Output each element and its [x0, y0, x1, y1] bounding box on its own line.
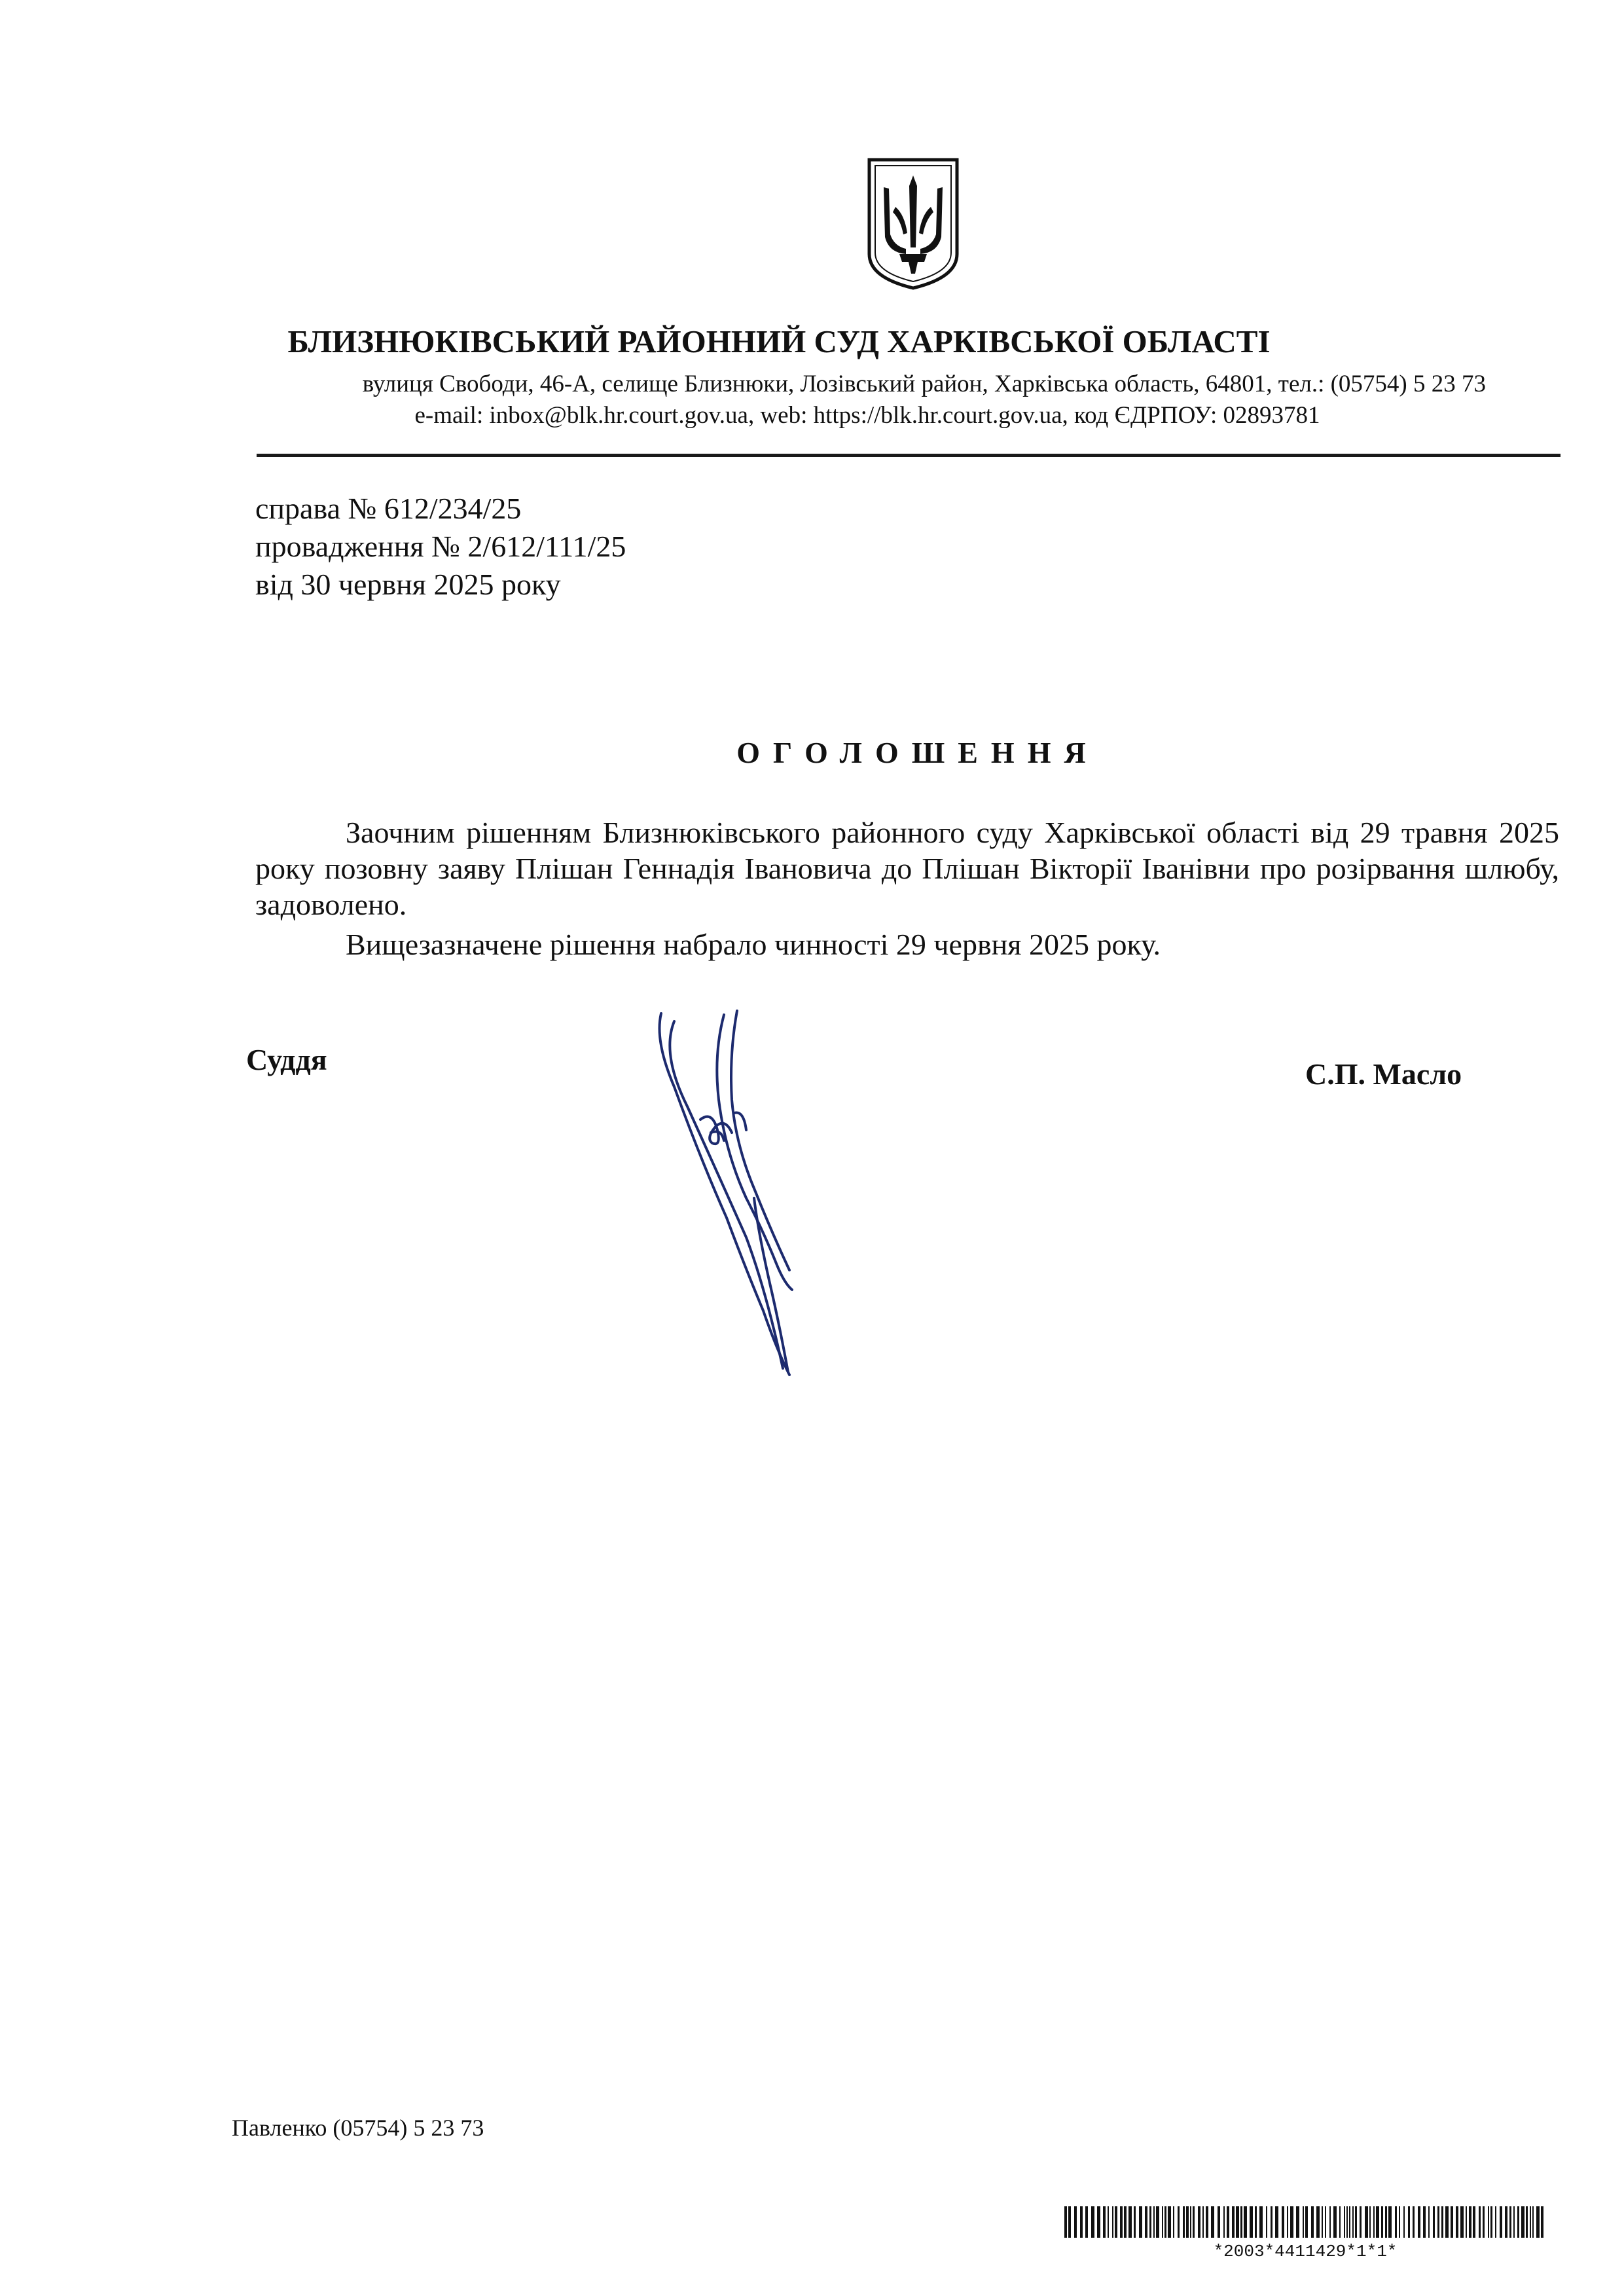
case-number: справа № 612/234/25 — [255, 492, 522, 525]
barcode-text: *2003*4411429*1*1* — [1213, 2242, 1398, 2261]
barcode-bar — [1255, 2206, 1257, 2238]
barcode-bar — [1128, 2206, 1132, 2238]
barcode-bar — [1413, 2206, 1415, 2238]
announcement-body — [255, 814, 1559, 962]
barcode-bar — [1333, 2206, 1337, 2238]
barcode-bar — [1186, 2206, 1189, 2238]
barcode-bar — [1322, 2206, 1323, 2238]
barcode-bar — [1339, 2206, 1341, 2238]
barcode-bar — [1259, 2206, 1263, 2238]
barcode-bar — [1490, 2206, 1492, 2238]
barcode-bar — [1311, 2206, 1314, 2238]
barcode-bar — [1433, 2206, 1435, 2238]
barcode-bar — [1517, 2206, 1519, 2238]
barcode-bar — [1445, 2206, 1449, 2238]
barcode-bar — [1505, 2206, 1507, 2238]
handwritten-signature — [648, 1002, 818, 1381]
barcode-bar — [1395, 2206, 1397, 2238]
court-contacts: e-mail: inbox@blk.hr.court.gov.ua, web: https://blk.hr.court.gov.ua, код ЄДРПОУ: 02893781 — [414, 402, 1320, 429]
barcode-bar — [1456, 2206, 1458, 2238]
barcode-bar — [1423, 2206, 1426, 2238]
body-paragraph: Заочним рішенням Близнюківського районного суду Харківської області від 29 травня 2025 року позовну заяву Плішан Геннадія Івановича до Плішан Вікторії Іванівни про розірвання шлюбу, задоволено. — [255, 816, 1559, 921]
barcode-bar — [1108, 2206, 1109, 2238]
barcode-bar — [1153, 2206, 1155, 2238]
barcode-bar — [1198, 2206, 1200, 2238]
barcode-bar — [1120, 2206, 1123, 2238]
barcode-bar — [1091, 2206, 1094, 2238]
barcode-bar — [1428, 2206, 1430, 2238]
barcode-bar — [1103, 2206, 1106, 2238]
barcode-bar — [1074, 2206, 1077, 2238]
barcode-bar — [1211, 2206, 1214, 2238]
barcode-bar — [1399, 2206, 1400, 2238]
barcode-bar — [1193, 2206, 1195, 2238]
barcode-bar — [1460, 2206, 1464, 2238]
header-divider — [257, 454, 1561, 457]
barcode-bar — [1115, 2206, 1117, 2238]
barcode-bar — [1097, 2206, 1100, 2238]
barcode-bar — [1124, 2206, 1127, 2238]
barcode-bar — [1451, 2206, 1453, 2238]
barcode-bar — [1168, 2206, 1171, 2238]
judge-role-label: Суддя — [246, 1043, 327, 1076]
court-address: вулиця Свободи, 46-А, селище Близнюки, Лозівський район, Харківська область, 64801, тел.: (05754) 5 23 73 — [362, 371, 1486, 397]
barcode-bar — [1202, 2206, 1204, 2238]
barcode-bar — [1483, 2206, 1485, 2238]
barcode-bar — [1479, 2206, 1481, 2238]
barcode-bar — [1526, 2206, 1528, 2238]
barcode-bar — [1381, 2206, 1383, 2238]
barcode-bar — [1437, 2206, 1439, 2238]
executor-contact: Павленко (05754) 5 23 73 — [232, 2115, 484, 2141]
barcode-bar — [1139, 2206, 1142, 2238]
barcode-bar — [1521, 2206, 1525, 2238]
barcode-bar — [1495, 2206, 1496, 2238]
barcode-bar — [1376, 2206, 1379, 2238]
barcode-bar — [1149, 2206, 1151, 2238]
barcode-bar — [1373, 2206, 1375, 2238]
barcode-bar — [1236, 2206, 1239, 2238]
case-date: від 30 червня 2025 року — [255, 568, 561, 601]
barcode-bar — [1218, 2206, 1220, 2238]
barcode-bar — [1388, 2206, 1392, 2238]
barcode-bar — [1316, 2206, 1320, 2238]
barcode-bar — [1352, 2206, 1354, 2238]
barcode-bar — [1530, 2206, 1531, 2238]
barcode-bar — [1329, 2206, 1331, 2238]
barcode-bar — [1183, 2206, 1185, 2238]
barcode-bar — [1441, 2206, 1443, 2238]
judge-name: С.П. Масло — [1305, 1057, 1462, 1091]
barcode-bar — [1178, 2206, 1180, 2238]
barcode-bar — [1156, 2206, 1159, 2238]
barcode-bar — [1360, 2206, 1362, 2238]
barcode-bar — [1190, 2206, 1191, 2238]
barcode-bar — [1305, 2206, 1308, 2238]
barcode-bar — [1403, 2206, 1405, 2238]
barcode-bar — [1134, 2206, 1136, 2238]
barcode-bar — [1232, 2206, 1235, 2238]
barcode-bar — [1513, 2206, 1515, 2238]
barcode-bar — [1473, 2206, 1475, 2238]
barcode-bar — [1488, 2206, 1489, 2238]
barcode-bar — [1240, 2206, 1242, 2238]
barcode-bar — [1275, 2206, 1278, 2238]
barcode-bar — [1068, 2206, 1071, 2238]
barcode-bar — [1369, 2206, 1371, 2238]
barcode-bar — [1355, 2206, 1357, 2238]
barcode-bar — [1287, 2206, 1288, 2238]
barcode-bar — [1085, 2206, 1088, 2238]
court-name: БЛИЗНЮКІВСЬКИЙ РАЙОННИЙ СУД ХАРКІВСЬКОЇ ОБЛАСТІ — [287, 323, 1271, 359]
barcode-bar — [1466, 2206, 1467, 2238]
barcode-bar — [1162, 2206, 1163, 2238]
barcode-bar — [1469, 2206, 1471, 2238]
barcode-bar — [1346, 2206, 1348, 2238]
barcode-bar — [1112, 2206, 1113, 2238]
barcode-bar — [1223, 2206, 1225, 2238]
barcode-bar — [1365, 2206, 1368, 2238]
barcode-bar — [1282, 2206, 1284, 2238]
barcode-bar — [1164, 2206, 1166, 2238]
body-paragraph: Вищезазначене рішення набрало чинності 29 червня 2025 року. — [346, 928, 1161, 961]
barcode-bar — [1344, 2206, 1345, 2238]
barcode-bar — [1227, 2206, 1229, 2238]
barcode-bar — [1418, 2206, 1420, 2238]
barcode-bar — [1532, 2206, 1534, 2238]
barcode-bar — [1173, 2206, 1174, 2238]
barcode-bar — [1303, 2206, 1304, 2238]
barcode-bar — [1266, 2206, 1267, 2238]
coat-of-arms-icon — [865, 156, 961, 291]
barcode-bar — [1206, 2206, 1208, 2238]
barcode-bar — [1290, 2206, 1293, 2238]
case-details — [255, 490, 626, 604]
proceeding-number: провадження № 2/612/111/25 — [255, 530, 626, 563]
barcode-bar — [1271, 2206, 1272, 2238]
barcode-bar — [1250, 2206, 1253, 2238]
barcode — [1064, 2206, 1546, 2238]
barcode-bar — [1244, 2206, 1247, 2238]
barcode-bar — [1296, 2206, 1299, 2238]
barcode-bar — [1408, 2206, 1410, 2238]
document-title: ОГОЛОШЕННЯ — [736, 736, 1099, 769]
barcode-bar — [1325, 2206, 1326, 2238]
barcode-bar — [1064, 2206, 1067, 2238]
barcode-bar — [1509, 2206, 1511, 2238]
barcode-bar — [1536, 2206, 1540, 2238]
barcode-bar — [1500, 2206, 1502, 2238]
barcode-bar — [1349, 2206, 1350, 2238]
barcode-bar — [1145, 2206, 1147, 2238]
barcode-bar — [1541, 2206, 1543, 2238]
barcode-bar — [1080, 2206, 1083, 2238]
barcode-bar — [1385, 2206, 1387, 2238]
